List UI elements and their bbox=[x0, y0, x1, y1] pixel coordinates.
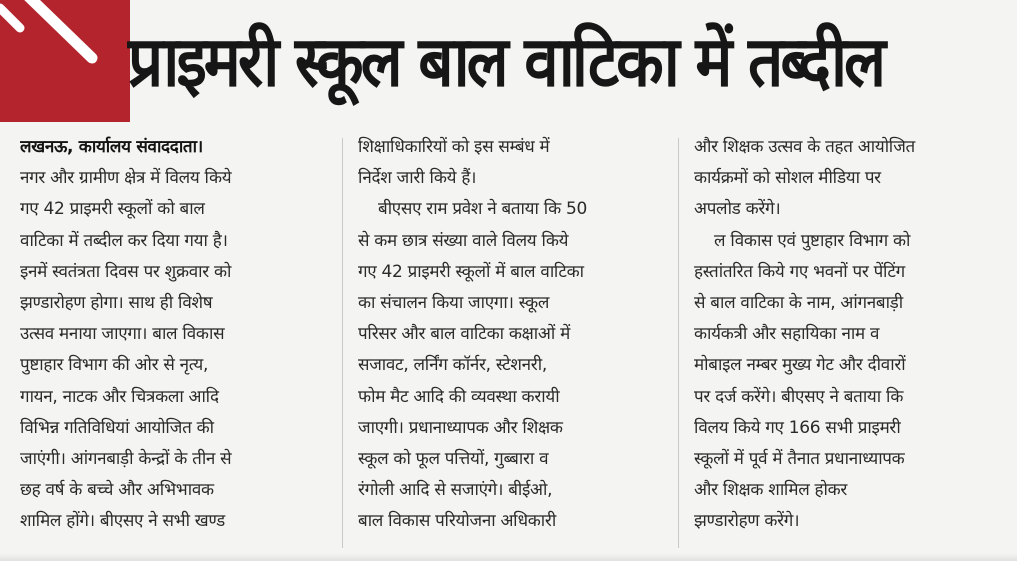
corner-badge bbox=[0, 0, 130, 122]
text-line: वाटिका में तब्दील कर दिया गया है। bbox=[20, 230, 228, 251]
text-line: शामिल होंगे। बीएसए ने सभी खण्ड bbox=[20, 511, 225, 532]
text-line: कार्यकत्री और सहायिका नाम व bbox=[694, 324, 880, 345]
article-headline: प्राइमरी स्कूल बाल वाटिका में तब्दील bbox=[128, 20, 884, 103]
text-line: ल विकास एवं पुष्टाहार विभाग को bbox=[714, 230, 911, 251]
text-line: जाएगी। प्रधानाध्यापक और शिक्षक bbox=[358, 417, 563, 438]
text-line: इनमें स्वतंत्रता दिवस पर शुक्रवार को bbox=[20, 261, 232, 282]
column-divider bbox=[678, 138, 679, 548]
text-line: झण्डारोहण होगा। साथ ही विशेष bbox=[20, 292, 213, 313]
text-line: से बाल वाटिका के नाम, आंगनबाड़ी bbox=[694, 292, 903, 313]
text-line: मोबाइल नम्बर मुख्य गेट और दीवारों bbox=[694, 355, 906, 376]
text-line: पर दर्ज करेंगे। बीएसए ने बताया कि bbox=[694, 386, 904, 407]
text-line: से कम छात्र संख्या वाले विलय किये bbox=[358, 230, 569, 251]
text-line: फोम मैट आदि की व्यवस्था करायी bbox=[358, 386, 560, 407]
text-line: कार्यक्रमों को सोशल मीडिया पर bbox=[694, 168, 881, 189]
text-line: स्कूलों में पूर्व में तैनात प्रधानाध्यापक bbox=[694, 448, 905, 469]
text-line: का संचालन किया जाएगा। स्कूल bbox=[358, 292, 550, 313]
article-column-1 bbox=[20, 132, 328, 561]
text-line: जाएंगी। आंगनबाड़ी केन्द्रों के तीन से bbox=[20, 448, 232, 469]
dateline: लखनऊ, कार्यालय संवाददाता। bbox=[20, 137, 203, 157]
text-line: गए 42 प्राइमरी स्कूलों को बाल bbox=[20, 199, 205, 220]
text-line: गए 42 प्राइमरी स्कूलों में बाल वाटिका bbox=[358, 261, 584, 282]
article-column-3 bbox=[694, 132, 1002, 561]
text-line: छह वर्ष के बच्चे और अभिभावक bbox=[20, 480, 214, 501]
text-line: विलय किये गए 166 सभी प्राइमरी bbox=[694, 417, 901, 438]
text-line: सजावट, लर्निंग कॉर्नर, स्टेशनरी, bbox=[358, 355, 547, 376]
text-line: गायन, नाटक और चित्रकला आदि bbox=[20, 386, 219, 407]
text-line: विभिन्न गतिविधियां आयोजित की bbox=[20, 417, 214, 438]
text-line: पुष्टाहार विभाग की ओर से नृत्य, bbox=[20, 355, 209, 376]
text-line: और शिक्षक शामिल होकर bbox=[694, 480, 848, 501]
text-line: बाल विकास परियोजना अधिकारी bbox=[358, 511, 556, 532]
text-line: हस्तांतरित किये गए भवनों पर पेंटिंग bbox=[694, 261, 905, 282]
article-column-2 bbox=[358, 132, 666, 561]
slash-icon bbox=[0, 0, 130, 122]
text-line: शिक्षाधिकारियों को इस सम्बंध में bbox=[358, 137, 550, 157]
text-line: अपलोड करेंगे। bbox=[694, 199, 781, 220]
page-edge-shadow bbox=[0, 553, 1017, 561]
text-line: झण्डारोहण करेंगे। bbox=[694, 511, 800, 532]
text-line: उत्सव मनाया जाएगा। बाल विकास bbox=[20, 324, 225, 345]
article-body bbox=[20, 132, 1010, 561]
column-divider bbox=[342, 138, 343, 548]
text-line: परिसर और बाल वाटिका कक्षाओं में bbox=[358, 324, 570, 345]
text-line: नगर और ग्रामीण क्षेत्र में विलय किये bbox=[20, 168, 232, 189]
text-line: रंगोली आदि से सजाएंगे। बीईओ, bbox=[358, 480, 553, 501]
text-line: स्कूल को फूल पत्तियों, गुब्बारा व bbox=[358, 448, 549, 469]
text-line: और शिक्षक उत्सव के तहत आयोजित bbox=[694, 137, 915, 157]
text-line: बीएसए राम प्रवेश ने बताया कि 50 bbox=[378, 199, 588, 220]
text-line: निर्देश जारी किये हैं। bbox=[358, 168, 477, 189]
